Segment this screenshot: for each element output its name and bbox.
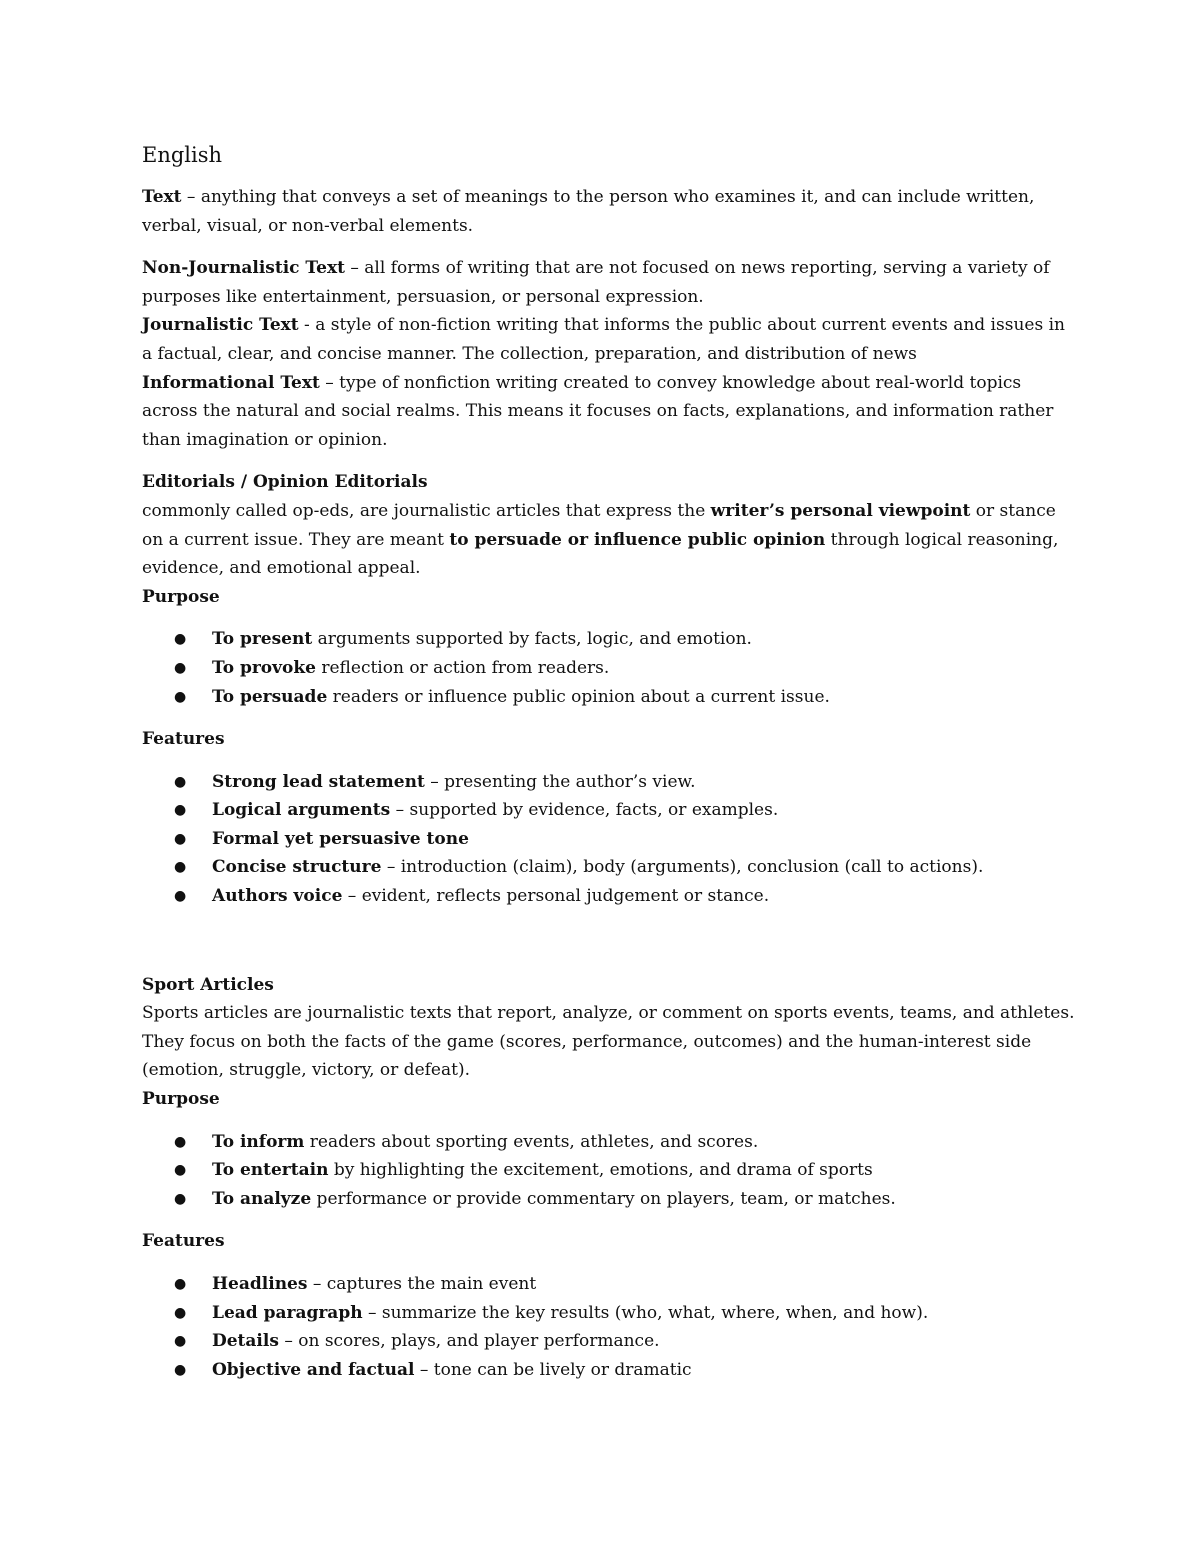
page-title: English [142,143,223,167]
sports-features-list [142,1270,1080,1384]
definition-text: Text – anything that conveys a set of meanings to the person who examines it, and can include written, verbal, visual, or non-verbal elements. [142,187,1035,236]
sports-intro: Sports articles are journalistic texts that report, analyze, or comment on sports events, teams, and athletes. They focus on both the facts of the game (scores, performance, outcomes) and the human-interest side (emotion, struggle, victory, or defeat). [142,1003,1075,1081]
bullet-icon: ● [174,631,187,648]
editorials-purpose-heading: Purpose [142,586,220,607]
list-item: ● Strong lead statement – presenting the author’s view. [142,768,1080,797]
bullet-icon: ● [174,773,187,790]
definition-non-journalistic: Non-Journalistic Text – all forms of writing that are not focused on news reporting, serving a variety of purposes like entertainment, persuasion, or personal expression. [142,258,1050,307]
sports-features-heading: Features [142,1231,225,1252]
list-item: ● Formal yet persuasive tone [142,825,1080,854]
definition-term: Non-Journalistic Text [142,258,345,279]
definition-informational: Informational Text – type of nonfiction writing created to convey knowledge about real-world topics across the natural and social realms. This means it focuses on facts, explanations, and information rather than imagination or opinion. [142,372,1054,450]
list-item: ● Headlines – captures the main event [142,1270,1080,1299]
definition-term: Text [142,187,182,207]
bullet-icon: ● [174,1276,187,1292]
sports-heading: Sport Articles [142,974,274,995]
list-item: ● To analyze performance or provide commentary on players, team, or matches. [142,1185,1080,1214]
bullet-icon: ● [174,1190,187,1207]
bullet-icon: ● [174,1304,187,1321]
bullet-icon: ● [174,1361,187,1378]
list-item: ● Authors voice – evident, reflects personal judgement or stance. [142,882,1080,911]
bullet-icon: ● [174,1162,187,1179]
bullet-icon: ● [174,1333,187,1350]
bullet-icon: ● [174,1133,187,1150]
bullet-icon: ● [174,888,187,905]
sports-purpose-list [142,1128,1080,1214]
editorials-heading: Editorials / Opinion Editorials [142,472,428,493]
list-item: ● Logical arguments – supported by evidence, facts, or examples. [142,796,1080,825]
bullet-icon: ● [174,802,187,819]
bullet-icon: ● [174,659,187,676]
editorials-features-list [142,768,1080,911]
definition-term: Journalistic Text [142,315,299,336]
list-item: ● Details – on scores, plays, and player performance. [142,1327,1080,1356]
list-item: ● Concise structure – introduction (claim), body (arguments), conclusion (call to actions). [142,853,1080,882]
list-item: ● Lead paragraph – summarize the key results (who, what, where, when, and how). [142,1299,1080,1328]
list-item: ● To present arguments supported by facts, logic, and emotion. [142,625,1080,654]
list-item: ● To inform readers about sporting events, athletes, and scores. [142,1128,1080,1157]
sports-purpose-heading: Purpose [142,1089,220,1110]
editorials-intro: commonly called op-eds, are journalistic articles that express the writer’s personal viewpoint or stance on a current issue. They are meant to persuade or influence public opinion through logical reasoning, evidence, and emotional appeal. [142,500,1059,579]
list-item: ● To provoke reflection or action from readers. [142,654,1080,683]
definition-term: Informational Text [142,372,320,393]
definition-journalistic: Journalistic Text - a style of non-fiction writing that informs the public about current events and issues in a factual, clear, and concise manner. The collection, preparation, and distribution of news [142,315,1065,364]
list-item: ● To persuade readers or influence public opinion about a current issue. [142,683,1080,712]
bullet-icon: ● [174,859,187,876]
bullet-icon: ● [174,688,187,705]
list-item: ● Objective and factual – tone can be lively or dramatic [142,1356,1080,1385]
editorials-features-heading: Features [142,729,225,750]
editorials-purpose-list [142,625,1080,711]
list-item: ● To entertain by highlighting the excitement, emotions, and drama of sports [142,1156,1080,1185]
bullet-icon: ● [174,830,187,847]
